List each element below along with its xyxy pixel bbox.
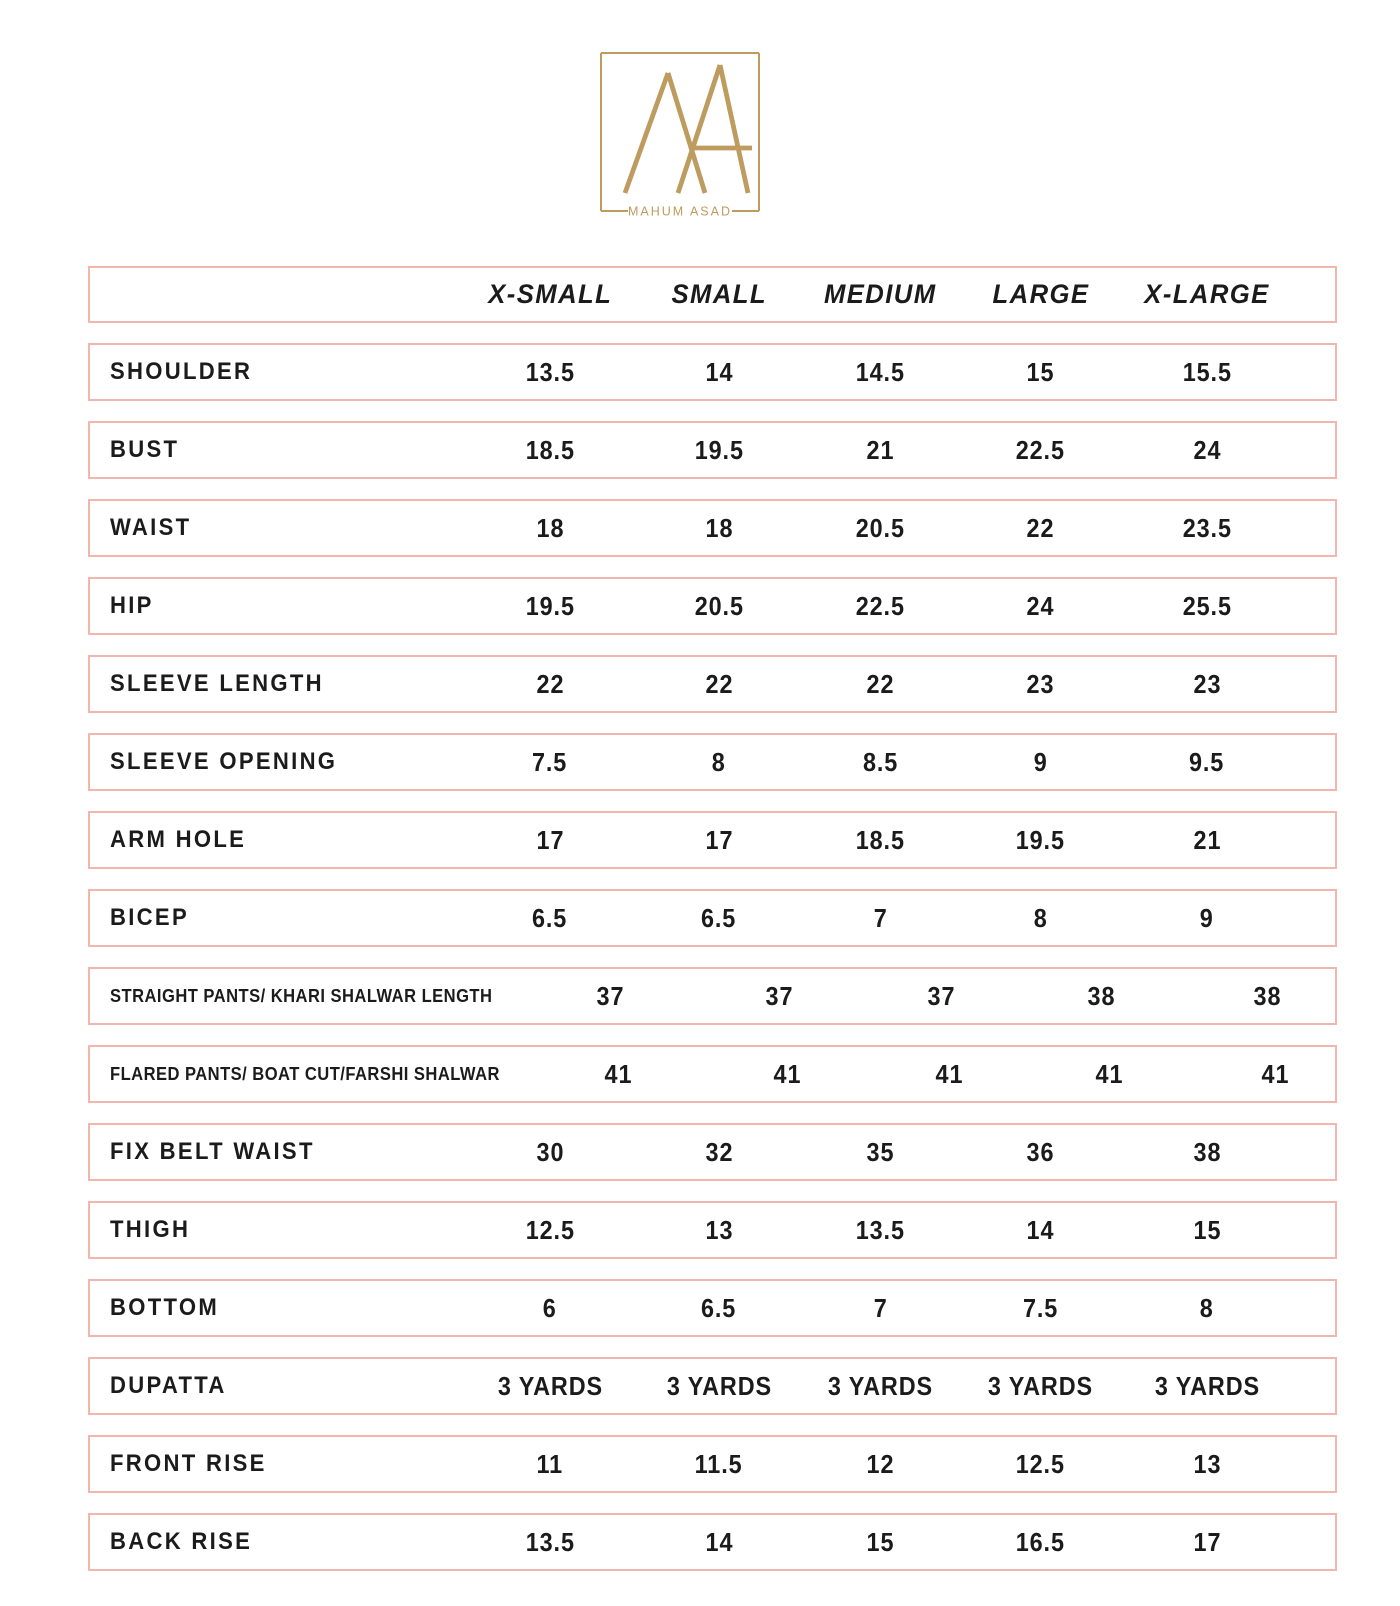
size-value-cell xyxy=(635,513,803,544)
size-value: 6.5 xyxy=(701,1292,737,1323)
size-value: 24 xyxy=(1193,434,1221,465)
size-value: 23 xyxy=(1193,668,1221,699)
size-value: 19.5 xyxy=(1015,824,1066,855)
size-value: 19.5 xyxy=(694,434,744,465)
size-value: 11.5 xyxy=(695,1448,743,1479)
size-value-cell xyxy=(958,357,1123,388)
size-value-cell xyxy=(1123,435,1291,466)
size-value: 22.5 xyxy=(1015,434,1066,465)
size-value-cell xyxy=(1123,903,1291,934)
size-value-cell xyxy=(803,903,958,934)
size-value-cell xyxy=(635,825,803,856)
size-value: 13 xyxy=(1193,1448,1221,1479)
size-value: 22 xyxy=(705,668,733,699)
size-value: 15 xyxy=(1026,356,1055,387)
size-value: 13.5 xyxy=(855,1214,906,1245)
size-value: 15 xyxy=(1193,1214,1221,1245)
size-value: 3 YARDS xyxy=(497,1370,603,1401)
size-value: 18.5 xyxy=(525,434,575,465)
row-label xyxy=(90,1294,465,1322)
size-value: 22 xyxy=(1026,512,1055,543)
size-value: 3 YARDS xyxy=(987,1370,1094,1401)
size-value-cell xyxy=(465,357,635,388)
row-label-text: SHOULDER xyxy=(110,358,253,385)
size-value: 9 xyxy=(1033,746,1048,777)
brand-wordmark: MAHUM ASAD xyxy=(627,204,733,219)
table-row xyxy=(88,1513,1337,1571)
table-row xyxy=(88,655,1337,713)
column-header-medium xyxy=(803,279,958,310)
size-value-cell xyxy=(1123,1527,1291,1558)
row-label xyxy=(90,436,465,464)
row-label xyxy=(90,1450,465,1478)
size-value-cell xyxy=(465,513,635,544)
size-value-cell xyxy=(1123,825,1291,856)
row-label xyxy=(90,748,465,776)
size-value-cell xyxy=(465,1449,635,1480)
table-row xyxy=(88,1045,1337,1103)
size-value: 14 xyxy=(705,356,733,387)
size-value: 7.5 xyxy=(1022,1292,1059,1323)
size-value: 6 xyxy=(543,1292,557,1323)
size-value: 37 xyxy=(927,980,956,1011)
size-value: 23 xyxy=(1026,668,1055,699)
row-label xyxy=(90,670,465,698)
size-value-cell xyxy=(803,1449,958,1480)
column-header-text: X-LARGE xyxy=(1144,279,1270,309)
size-value: 17 xyxy=(705,824,733,855)
row-label-text: FIX BELT WAIST xyxy=(110,1138,315,1165)
column-header-text: X-SMALL xyxy=(488,279,612,309)
size-value-cell xyxy=(803,669,958,700)
table-row xyxy=(88,1357,1337,1415)
size-value: 41 xyxy=(1095,1058,1124,1089)
size-value-cell xyxy=(635,1371,803,1402)
row-label-text: SLEEVE OPENING xyxy=(110,748,338,775)
ma-monogram-icon xyxy=(598,50,762,222)
size-table-rows xyxy=(88,343,1337,1571)
size-value-cell xyxy=(465,747,635,778)
size-value-cell xyxy=(958,435,1123,466)
table-row xyxy=(88,421,1337,479)
column-header-text: LARGE xyxy=(992,279,1089,309)
size-value: 13 xyxy=(705,1214,733,1245)
table-row xyxy=(88,733,1337,791)
size-value: 20.5 xyxy=(855,512,906,543)
size-value-cell xyxy=(635,591,803,622)
size-value-cell xyxy=(465,591,635,622)
size-value: 32 xyxy=(705,1136,733,1167)
size-value-cell xyxy=(958,1215,1123,1246)
size-value: 8 xyxy=(1200,1292,1214,1323)
size-value-cell xyxy=(803,591,958,622)
brand-logo xyxy=(598,50,762,222)
size-value: 16.5 xyxy=(1015,1526,1066,1557)
size-value: 14.5 xyxy=(855,356,906,387)
size-value-cell xyxy=(1123,669,1291,700)
size-value: 41 xyxy=(773,1058,802,1089)
size-value-cell xyxy=(465,903,635,934)
row-label xyxy=(90,1138,465,1166)
size-value: 7.5 xyxy=(532,746,568,777)
table-row xyxy=(88,811,1337,869)
row-label xyxy=(90,826,465,854)
size-value-cell xyxy=(465,435,635,466)
size-value: 15.5 xyxy=(1182,356,1232,387)
size-value-cell xyxy=(803,513,958,544)
size-value-cell xyxy=(803,1137,958,1168)
size-value-cell xyxy=(958,669,1123,700)
size-value: 17 xyxy=(536,824,564,855)
size-value: 11 xyxy=(536,1448,564,1479)
size-value-cell xyxy=(696,981,864,1012)
row-label xyxy=(90,358,465,386)
size-table xyxy=(88,266,1337,1591)
size-value: 6.5 xyxy=(532,902,568,933)
ma-monogram-strokes xyxy=(625,65,752,193)
size-value: 18.5 xyxy=(855,824,906,855)
row-label-text: BOTTOM xyxy=(110,1294,220,1321)
size-value: 6.5 xyxy=(701,902,737,933)
row-label-text: STRAIGHT PANTS/ KHARI SHALWAR LENGTH xyxy=(110,985,493,1006)
size-value-cell xyxy=(635,669,803,700)
size-value: 7 xyxy=(873,902,888,933)
size-value: 38 xyxy=(1087,980,1116,1011)
size-value-cell xyxy=(1123,1449,1291,1480)
size-value: 12.5 xyxy=(1015,1448,1066,1479)
size-value: 9.5 xyxy=(1189,746,1225,777)
size-value: 22.5 xyxy=(855,590,906,621)
size-value-cell xyxy=(635,903,803,934)
size-value-cell xyxy=(1123,747,1291,778)
row-label-text: SLEEVE LENGTH xyxy=(110,670,324,697)
size-value: 25.5 xyxy=(1182,590,1232,621)
column-header-xlarge xyxy=(1123,279,1291,310)
size-value: 21 xyxy=(866,434,895,465)
size-value-cell xyxy=(803,747,958,778)
size-value-cell xyxy=(465,1527,635,1558)
size-value: 19.5 xyxy=(525,590,575,621)
row-label-text: FRONT RISE xyxy=(110,1450,267,1477)
size-value: 37 xyxy=(765,980,794,1011)
column-header-xsmall xyxy=(465,279,635,310)
size-value-cell xyxy=(958,747,1123,778)
size-value: 14 xyxy=(705,1526,733,1557)
size-value: 20.5 xyxy=(694,590,744,621)
size-value-cell xyxy=(465,1215,635,1246)
size-value: 13.5 xyxy=(525,1526,575,1557)
size-value-cell xyxy=(958,1527,1123,1558)
size-value: 24 xyxy=(1026,590,1055,621)
size-value-cell xyxy=(635,435,803,466)
size-value: 8 xyxy=(712,746,726,777)
column-header-text: MEDIUM xyxy=(824,279,937,309)
size-value-cell xyxy=(704,1059,872,1090)
size-value-cell xyxy=(958,1371,1123,1402)
row-label-text: HIP xyxy=(110,592,154,619)
size-value: 38 xyxy=(1253,980,1282,1011)
table-row xyxy=(88,1123,1337,1181)
size-value: 22 xyxy=(866,668,895,699)
row-label xyxy=(90,904,465,932)
size-value-cell xyxy=(958,513,1123,544)
row-label xyxy=(90,1064,534,1085)
size-value-cell xyxy=(958,1449,1123,1480)
size-value: 21 xyxy=(1193,824,1221,855)
row-label xyxy=(90,514,465,542)
size-value-cell xyxy=(1123,1215,1291,1246)
row-label-text: ARM HOLE xyxy=(110,826,247,853)
size-value-cell xyxy=(803,1293,958,1324)
size-value-cell xyxy=(958,591,1123,622)
size-value-cell xyxy=(465,669,635,700)
size-value: 30 xyxy=(536,1136,564,1167)
row-label xyxy=(90,592,465,620)
size-value-cell xyxy=(534,1059,704,1090)
size-value-cell xyxy=(1184,981,1352,1012)
size-value-cell xyxy=(1192,1059,1360,1090)
size-value-cell xyxy=(803,1215,958,1246)
row-label-text: FLARED PANTS/ BOAT CUT/FARSHI SHALWAR xyxy=(110,1063,500,1084)
size-value-cell xyxy=(1123,357,1291,388)
size-value-cell xyxy=(803,435,958,466)
table-row xyxy=(88,1279,1337,1337)
size-value-cell xyxy=(1019,981,1184,1012)
size-value-cell xyxy=(1123,1371,1291,1402)
row-label-text: BICEP xyxy=(110,904,189,931)
size-value: 3 YARDS xyxy=(827,1370,934,1401)
column-header-text: SMALL xyxy=(671,279,767,309)
size-value-cell xyxy=(958,903,1123,934)
size-value-cell xyxy=(872,1059,1027,1090)
size-value-cell xyxy=(635,357,803,388)
row-label xyxy=(90,1372,465,1400)
column-header-large xyxy=(958,279,1123,310)
row-label xyxy=(90,1216,465,1244)
size-value-cell xyxy=(958,1293,1123,1324)
size-value: 9 xyxy=(1200,902,1214,933)
size-value-cell xyxy=(958,1137,1123,1168)
size-value: 17 xyxy=(1193,1526,1221,1557)
size-value-cell xyxy=(803,1527,958,1558)
size-value-cell xyxy=(803,357,958,388)
row-label-text: DUPATTA xyxy=(110,1372,227,1399)
size-value: 22 xyxy=(536,668,564,699)
size-value-cell xyxy=(635,1527,803,1558)
size-value-cell xyxy=(465,1371,635,1402)
size-value: 15 xyxy=(866,1526,895,1557)
size-value: 7 xyxy=(873,1292,888,1323)
size-value: 8.5 xyxy=(862,746,899,777)
table-row xyxy=(88,1201,1337,1259)
size-value-cell xyxy=(803,825,958,856)
size-value: 41 xyxy=(1261,1058,1290,1089)
size-value: 12.5 xyxy=(525,1214,575,1245)
table-row xyxy=(88,499,1337,557)
row-label xyxy=(90,986,526,1007)
size-value-cell xyxy=(526,981,696,1012)
size-value: 3 YARDS xyxy=(1154,1370,1260,1401)
size-value: 18 xyxy=(536,512,564,543)
table-row xyxy=(88,967,1337,1025)
column-header-small xyxy=(635,279,803,310)
size-value-cell xyxy=(958,825,1123,856)
size-value: 41 xyxy=(604,1058,633,1089)
size-table-header xyxy=(88,266,1337,323)
size-value-cell xyxy=(465,1293,635,1324)
size-value-cell xyxy=(1027,1059,1192,1090)
size-value-cell xyxy=(1123,591,1291,622)
table-row xyxy=(88,343,1337,401)
size-value: 8 xyxy=(1033,902,1048,933)
table-row xyxy=(88,889,1337,947)
table-row xyxy=(88,577,1337,635)
size-value: 41 xyxy=(935,1058,964,1089)
size-value: 3 YARDS xyxy=(666,1370,772,1401)
size-value-cell xyxy=(635,1215,803,1246)
row-label xyxy=(90,1528,465,1556)
size-value-cell xyxy=(803,1371,958,1402)
size-value-cell xyxy=(635,747,803,778)
size-value: 23.5 xyxy=(1182,512,1232,543)
size-value-cell xyxy=(635,1449,803,1480)
row-label-text: THIGH xyxy=(110,1216,191,1243)
size-value: 13.5 xyxy=(525,356,575,387)
size-value: 18 xyxy=(705,512,733,543)
size-value: 36 xyxy=(1026,1136,1055,1167)
size-value-cell xyxy=(465,1137,635,1168)
size-value-cell xyxy=(465,825,635,856)
size-value-cell xyxy=(1123,1293,1291,1324)
size-value-cell xyxy=(1123,513,1291,544)
size-value-cell xyxy=(1123,1137,1291,1168)
size-value: 38 xyxy=(1193,1136,1221,1167)
size-value-cell xyxy=(864,981,1019,1012)
size-value: 35 xyxy=(866,1136,895,1167)
size-value: 37 xyxy=(596,980,625,1011)
size-value-cell xyxy=(635,1137,803,1168)
size-value: 14 xyxy=(1026,1214,1055,1245)
size-value-cell xyxy=(635,1293,803,1324)
row-label-text: WAIST xyxy=(110,514,192,541)
size-value: 12 xyxy=(866,1448,895,1479)
row-label-text: BUST xyxy=(110,436,180,463)
table-row xyxy=(88,1435,1337,1493)
row-label-text: BACK RISE xyxy=(110,1528,253,1555)
